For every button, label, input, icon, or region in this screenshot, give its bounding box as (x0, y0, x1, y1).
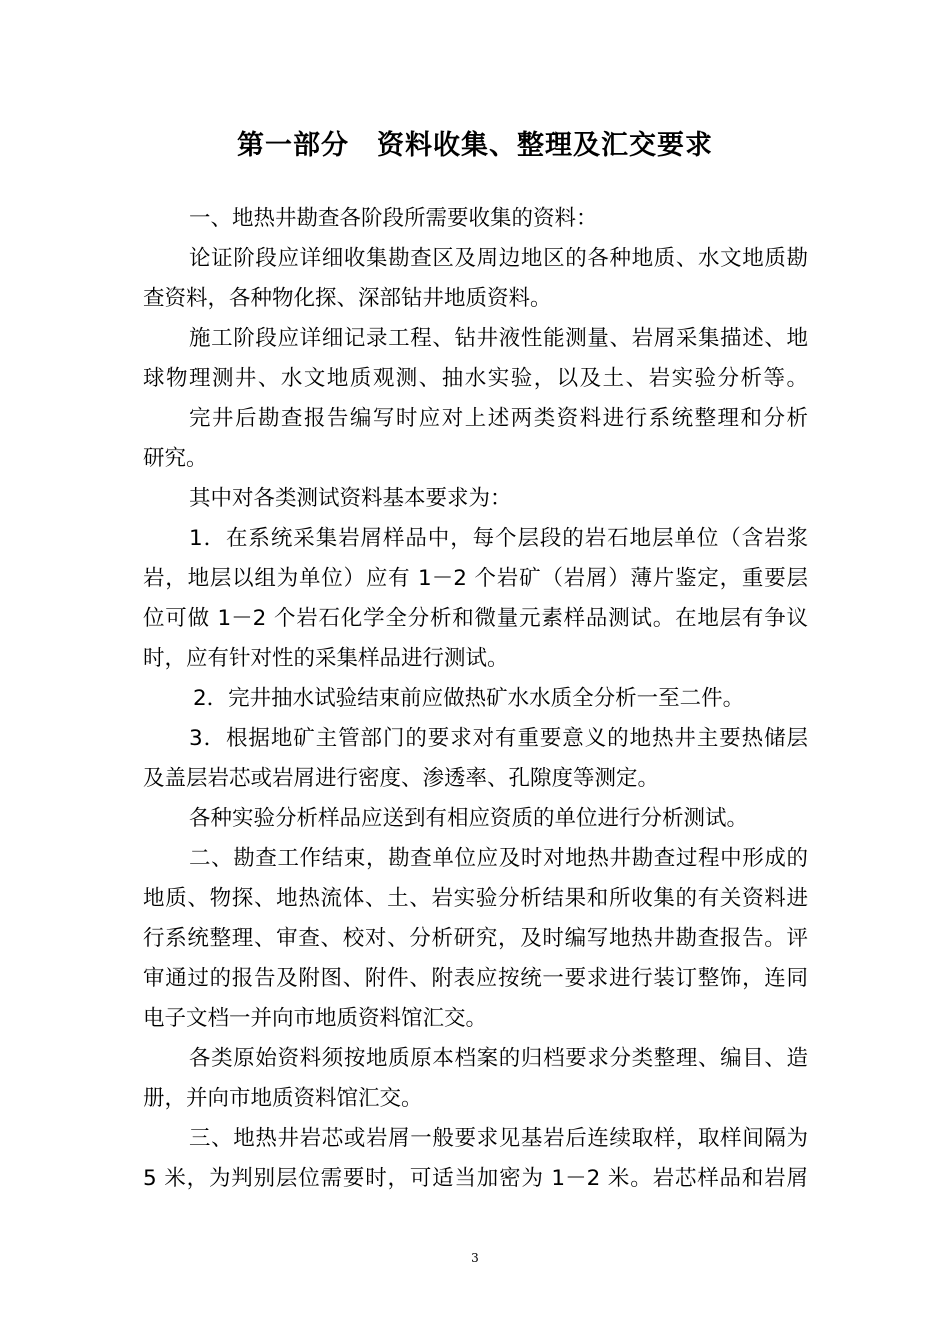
text-line: 册，并向市地质资料馆汇交。 (143, 1086, 423, 1111)
text-line: 1．在系统采集岩屑样品中，每个层段的岩石地层单位（含岩浆 (189, 526, 808, 551)
text-line: 位可做 1－2 个岩石化学全分析和微量元素样品测试。在地层有争议 (143, 606, 808, 631)
text-line: 各类原始资料须按地质原本档案的归档要求分类整理、编目、造 (189, 1046, 808, 1071)
text-line: 其中对各类测试资料基本要求为： (189, 486, 512, 511)
text-line: 电子文档一并向市地质资料馆汇交。 (143, 1006, 488, 1031)
text-line: 岩，地层以组为单位）应有 1－2 个岩矿（岩屑）薄片鉴定，重要层 (143, 566, 808, 591)
text-line: 地质、物探、地热流体、土、岩实验分析结果和所收集的有关资料进 (143, 886, 808, 911)
text-line: 2．完井抽水试验结束前应做热矿水水质全分析一至二件。 (193, 686, 745, 711)
text-line: 三、地热井岩芯或岩屑一般要求见基岩后连续取样，取样间隔为 (189, 1126, 808, 1151)
text-line: 审通过的报告及附图、附件、附表应按统一要求进行装订整饰，连同 (143, 966, 808, 991)
text-line: 一、地热井勘查各阶段所需要收集的资料： (189, 206, 598, 231)
page-number: 3 (471, 1251, 479, 1265)
text-line: 二、勘查工作结束，勘查单位应及时对地热井勘查过程中形成的 (189, 846, 808, 871)
document-body (143, 199, 808, 1199)
text-line: 时，应有针对性的采集样品进行测试。 (143, 646, 509, 671)
text-line: 查资料，各种物化探、深部钻井地质资料。 (143, 286, 552, 311)
text-line: 及盖层岩芯或岩屑进行密度、渗透率、孔隙度等测定。 (143, 766, 660, 791)
text-line: 施工阶段应详细记录工程、钻井液性能测量、岩屑采集描述、地 (189, 326, 808, 351)
text-line: 各种实验分析样品应送到有相应资质的单位进行分析测试。 (189, 806, 749, 831)
text-line: 球物理测井、水文地质观测、抽水实验，以及土、岩实验分析等。 (143, 366, 808, 391)
text-line: 完井后勘查报告编写时应对上述两类资料进行系统整理和分析 (189, 406, 808, 431)
text-line: 论证阶段应详细收集勘查区及周边地区的各种地质、水文地质勘 (189, 246, 808, 271)
text-line: 5 米，为判别层位需要时，可适当加密为 1－2 米。岩芯样品和岩屑 (143, 1166, 808, 1191)
text-line: 3．根据地矿主管部门的要求对有重要意义的地热井主要热储层 (189, 726, 808, 751)
text-line: 研究。 (143, 446, 208, 471)
text-line: 行系统整理、审查、校对、分析研究，及时编写地热井勘查报告。评 (143, 926, 808, 951)
page-title: 第一部分 资料收集、整理及汇交要求 (237, 130, 713, 161)
